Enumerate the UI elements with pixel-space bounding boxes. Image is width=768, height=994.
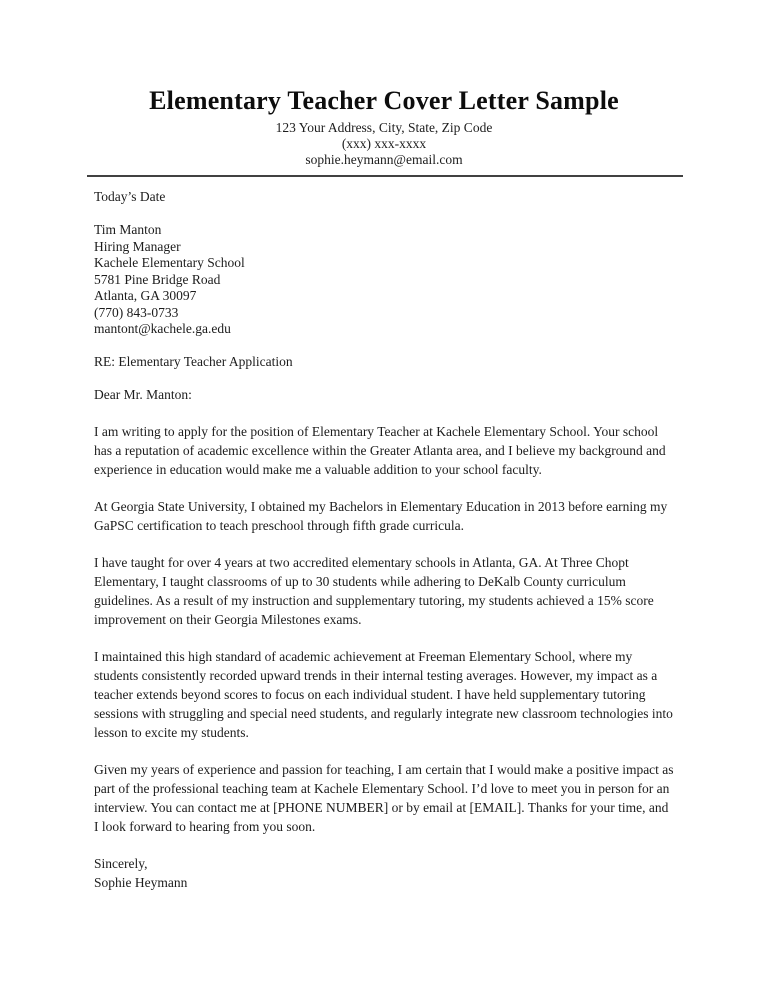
closing: Sincerely,	[94, 855, 148, 871]
sender-email: sophie.heymann@email.com	[305, 152, 463, 167]
recipient-street: 5781 Pine Bridge Road	[94, 271, 221, 287]
recipient-school: Kachele Elementary School	[94, 255, 245, 270]
recipient-email: mantont@kachele.ga.edu	[94, 321, 231, 336]
body-paragraph-4: I maintained this high standard of academic achievement at Freeman Elementary School, where my students consistently recorded upward trends in their internal testing averages. However, my impact as a teacher extends beyond scores to focus on each individual student. I have held supplementary tutoring sessions with struggling and special need students, and regularly integrate new classroom technologies into lesson to excite my students.	[94, 648, 673, 740]
sender-phone: (xxx) xxx-xxxx	[341, 136, 427, 151]
body-paragraph-2: At Georgia State University, I obtained my Bachelors in Elementary Education in 2013 before earning my GaPSC certification to teach preschool through fifth grade curricula.	[94, 498, 668, 533]
letter-body	[94, 189, 674, 892]
recipient-job-title: Hiring Manager	[94, 238, 181, 254]
signature-name: Sophie Heymann	[94, 874, 188, 890]
closing-block	[94, 854, 674, 892]
salutation: Dear Mr. Manton:	[94, 387, 192, 402]
recipient-city-state-zip: Atlanta, GA 30097	[94, 288, 197, 303]
subject-line: RE: Elementary Teacher Application	[94, 354, 293, 369]
recipient-block	[94, 222, 674, 338]
date-line: Today’s Date	[94, 189, 166, 204]
sender-address: 123 Your Address, City, State, Zip Code	[275, 120, 493, 135]
body-paragraph-3: I have taught for over 4 years at two accredited elementary schools in Atlanta, GA. At Three Chopt Elementary, I taught classrooms of up to 30 students while adhering to DeKalb County curriculum guidelines. As a result of my instruction and supplementary tutoring, my students achieved a 15% score improvement on their Georgia Milestones exams.	[94, 554, 654, 627]
header-divider	[87, 175, 683, 177]
letterhead	[94, 86, 674, 177]
document-title: Elementary Teacher Cover Letter Sample	[149, 86, 619, 115]
recipient-name: Tim Manton	[94, 222, 162, 237]
recipient-phone: (770) 843-0733	[94, 304, 179, 320]
body-paragraph-1: I am writing to apply for the position of Elementary Teacher at Kachele Elementary School. Your school has a reputation of academic excellence within the Greater Atlanta area, and I believe my background and experience in education would make me a valuable addition to your school faculty.	[94, 423, 666, 477]
body-paragraph-5: Given my years of experience and passion for teaching, I am certain that I would make a positive impact as part of the professional teaching team at Kachele Elementary School. I’d love to meet you in person for an interview. You can contact me at [PHONE NUMBER] or by email at [EMAIL]. Thanks for your time, and I look forward to hearing from you soon.	[94, 761, 674, 834]
